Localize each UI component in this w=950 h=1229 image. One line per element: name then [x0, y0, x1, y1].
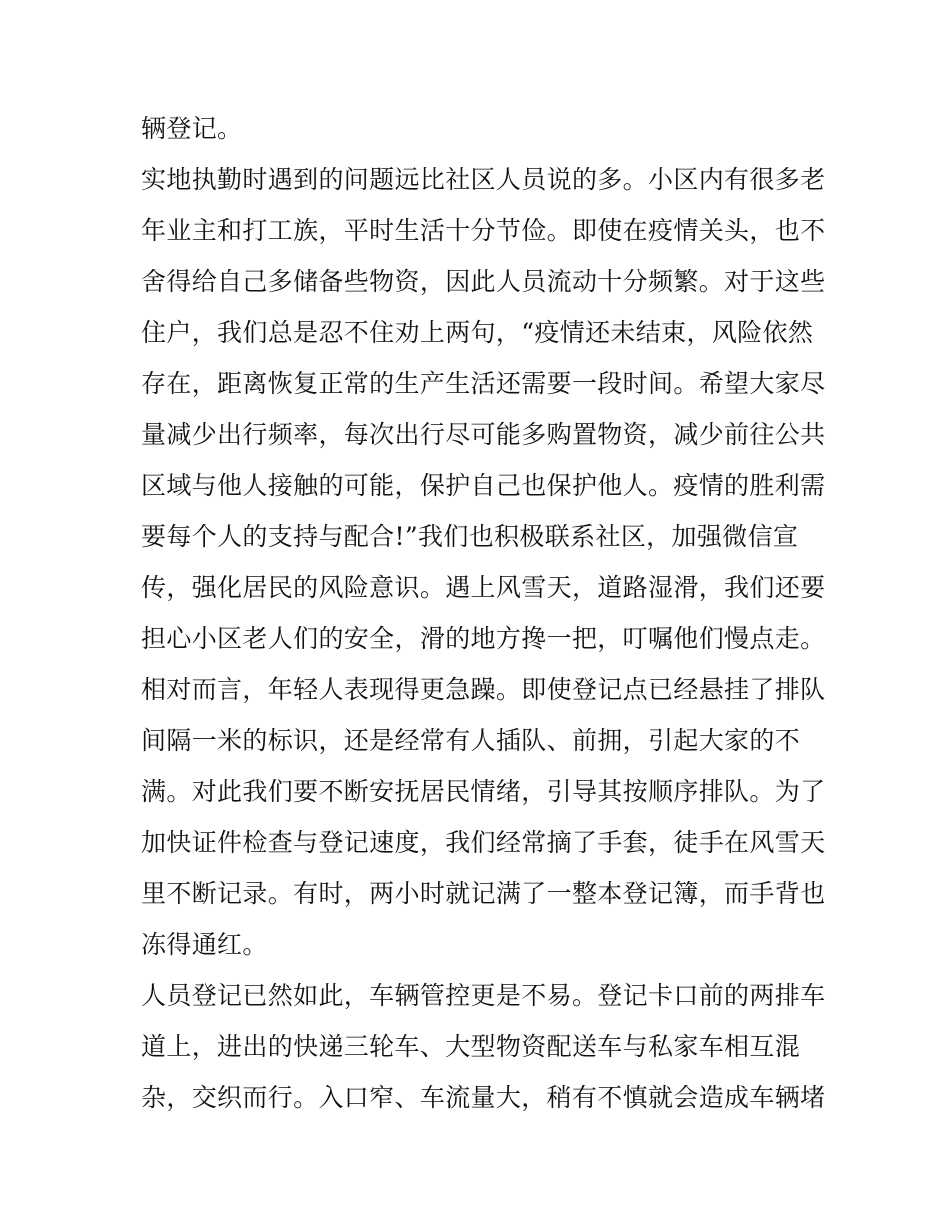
text-line: 年业主和打工族，平时生活十分节俭。即使在疫情关头，也不 [141, 216, 826, 245]
text-line: 满。对此我们要不断安抚居民情绪，引导其按顺序排队。为了 [141, 777, 826, 806]
text-line: 量减少出行频率，每次出行尽可能多购置物资，减少前往公共 [141, 420, 826, 449]
text-line: 存在，距离恢复正常的生产生活还需要一段时间。希望大家尽 [141, 369, 826, 398]
text-line: 担心小区老人们的安全，滑的地方搀一把，叮嘱他们慢点走。 [141, 624, 826, 653]
text-line: 传，强化居民的风险意识。遇上风雪天，道路湿滑，我们还要 [141, 573, 826, 602]
text-line: 间隔一米的标识，还是经常有人插队、前拥，引起大家的不 [141, 726, 801, 755]
text-line: 实地执勤时遇到的问题远比社区人员说的多。小区内有很多老 [141, 165, 826, 194]
text-line: 里不断记录。有时，两小时就记满了一整本登记簿，而手背也 [141, 879, 826, 908]
text-line: 杂，交织而行。入口窄、车流量大，稍有不慎就会造成车辆堵 [141, 1083, 826, 1112]
text-line: 相对而言，年轻人表现得更急躁。即使登记点已经悬挂了排队 [141, 675, 826, 704]
text-line: 要每个人的支持与配合!”我们也积极联系社区，加强微信宣 [141, 522, 799, 551]
text-line: 住户，我们总是忍不住劝上两句，“疫情还未结束，风险依然 [141, 318, 814, 347]
document-body [141, 107, 831, 1127]
text-line: 加快证件检查与登记速度，我们经常摘了手套，徒手在风雪天 [141, 828, 826, 857]
text-line: 区域与他人接触的可能，保护自己也保护他人。疫情的胜利需 [141, 471, 826, 500]
text-line: 人员登记已然如此，车辆管控更是不易。登记卡口前的两排车 [141, 981, 826, 1010]
text-line: 舍得给自己多储备些物资，因此人员流动十分频繁。对于这些 [141, 267, 826, 296]
text-line: 道上，进出的快递三轮车、大型物资配送车与私家车相互混 [141, 1032, 801, 1061]
text-line: 冻得通红。 [141, 930, 268, 959]
text-line: 辆登记。 [141, 114, 243, 143]
